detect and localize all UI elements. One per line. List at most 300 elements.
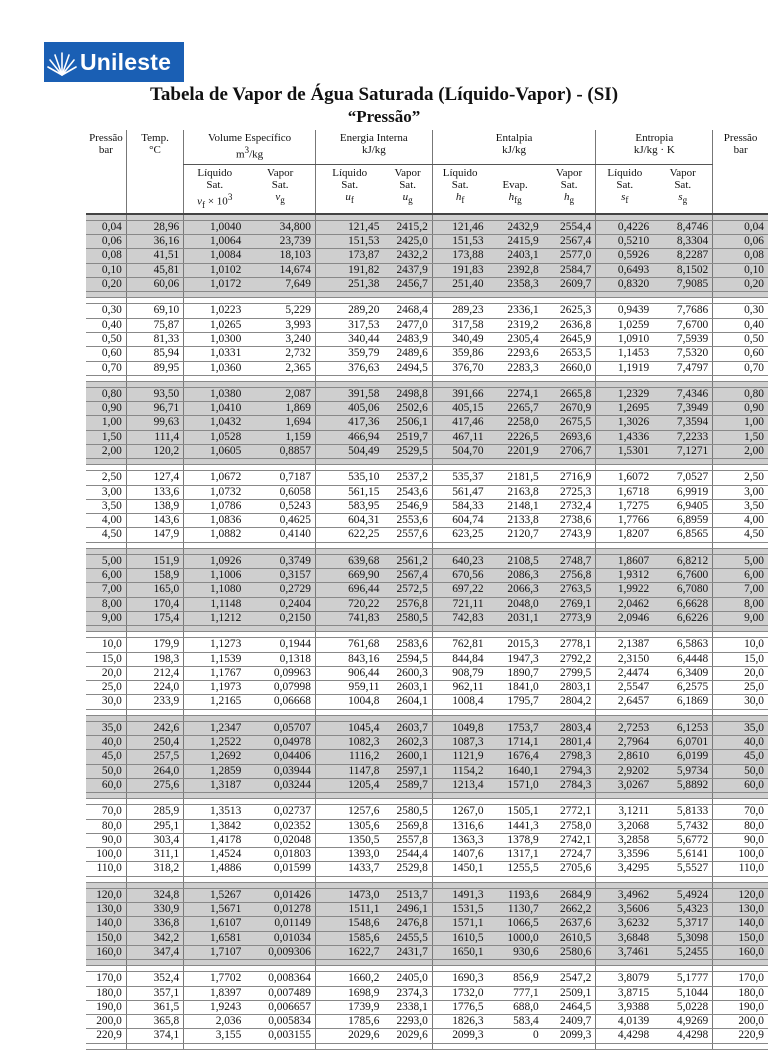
table-cell: 5,00: [86, 554, 126, 568]
table-cell: 191,83: [432, 263, 487, 277]
table-cell: 1947,3: [488, 652, 543, 666]
table-cell: 340,49: [432, 332, 487, 346]
table-cell: 6,7080: [653, 583, 713, 597]
row-group: [86, 966, 768, 1049]
table-cell: 0,3157: [245, 569, 315, 583]
table-cell: 0,60: [713, 347, 768, 361]
table-cell: 2099,3: [432, 1029, 487, 1043]
table-cell: 0,5210: [596, 235, 653, 249]
table-cell: 1193,6: [488, 888, 543, 902]
table-cell: 0,009306: [245, 945, 315, 959]
table-cell: 2547,2: [543, 972, 596, 986]
table-cell: 1,0300: [184, 332, 246, 346]
table-cell: 4,9269: [653, 1015, 713, 1029]
table-cell: 50,0: [86, 764, 126, 778]
row-group: [86, 632, 768, 715]
table-cell: 2456,7: [383, 278, 432, 292]
table-row: [86, 583, 768, 597]
table-cell: 697,22: [432, 583, 487, 597]
table-cell: 99,63: [126, 416, 183, 430]
table-cell: 2693,6: [543, 430, 596, 444]
table-cell: 0,06: [86, 235, 126, 249]
table-cell: 1316,6: [432, 819, 487, 833]
table-cell: 1795,7: [488, 695, 543, 709]
table-cell: 1,00: [86, 416, 126, 430]
table-cell: 1,0040: [184, 220, 246, 234]
table-cell: 3,240: [245, 332, 315, 346]
table-cell: 359,86: [432, 347, 487, 361]
table-row: [86, 888, 768, 902]
table-cell: 2569,8: [383, 819, 432, 833]
table-cell: 1,0910: [596, 332, 653, 346]
table-cell: 535,10: [315, 471, 383, 485]
table-cell: 959,11: [315, 681, 383, 695]
table-cell: 1,4336: [596, 430, 653, 444]
table-cell: 1,3513: [184, 805, 246, 819]
table-cell: 1739,9: [315, 1000, 383, 1014]
table-cell: 2120,7: [488, 528, 543, 542]
table-cell: 5,1044: [653, 986, 713, 1000]
table-cell: 7,2233: [653, 430, 713, 444]
table-cell: 25,0: [86, 681, 126, 695]
table-cell: 6,9405: [653, 499, 713, 513]
table-cell: 200,0: [86, 1015, 126, 1029]
table-cell: 120,2: [126, 445, 183, 459]
table-cell: 4,00: [86, 514, 126, 528]
table-cell: 0,8857: [245, 445, 315, 459]
table-cell: 6,4448: [653, 652, 713, 666]
table-row: [86, 318, 768, 332]
table-cell: 1,0259: [596, 318, 653, 332]
table-cell: 160,0: [86, 945, 126, 959]
table-row: [86, 778, 768, 792]
table-cell: 7,9085: [653, 278, 713, 292]
table-cell: 2792,2: [543, 652, 596, 666]
table-cell: 0,5926: [596, 249, 653, 263]
table-cell: 2425,0: [383, 235, 432, 249]
table-cell: 0,06668: [245, 695, 315, 709]
table-cell: 170,0: [713, 972, 768, 986]
table-row: [86, 387, 768, 401]
table-cell: 0,04406: [245, 750, 315, 764]
table-cell: 140,0: [86, 917, 126, 931]
table-cell: 2769,1: [543, 597, 596, 611]
table-cell: 2600,1: [383, 750, 432, 764]
table-cell: 20,0: [713, 666, 768, 680]
table-cell: 0,90: [713, 402, 768, 416]
table-row: [86, 278, 768, 292]
table-row: [86, 764, 768, 778]
table-cell: 1,3026: [596, 416, 653, 430]
table-cell: 2553,6: [383, 514, 432, 528]
table-cell: 10,0: [713, 638, 768, 652]
table-row: [86, 736, 768, 750]
table-cell: 2513,7: [383, 888, 432, 902]
table-cell: 1441,3: [488, 819, 543, 833]
table-cell: 1049,8: [432, 721, 487, 735]
table-cell: 36,16: [126, 235, 183, 249]
table-cell: 2015,3: [488, 638, 543, 652]
table-cell: 3,3596: [596, 848, 653, 862]
header-vg: Vapor Sat. $v_g$: [245, 165, 315, 214]
table-cell: 89,95: [126, 361, 183, 375]
table-cell: 0,005834: [245, 1015, 315, 1029]
table-cell: 1,0102: [184, 263, 246, 277]
table-cell: 347,4: [126, 945, 183, 959]
steam-table: [86, 130, 768, 1050]
table-cell: 1841,0: [488, 681, 543, 695]
table-cell: 696,44: [315, 583, 383, 597]
table-cell: 2,4474: [596, 666, 653, 680]
table-cell: 336,8: [126, 917, 183, 931]
table-cell: 45,0: [86, 750, 126, 764]
table-cell: 7,1271: [653, 445, 713, 459]
table-cell: 0,01278: [245, 903, 315, 917]
table-cell: 250,4: [126, 736, 183, 750]
table-cell: 165,0: [126, 583, 183, 597]
table-row: [86, 917, 768, 931]
table-cell: 180,0: [86, 986, 126, 1000]
table-row: [86, 304, 768, 318]
row-group: [86, 381, 768, 464]
table-row: [86, 945, 768, 959]
table-row: [86, 249, 768, 263]
table-cell: 1,6718: [596, 485, 653, 499]
table-cell: 2738,6: [543, 514, 596, 528]
table-cell: 2432,9: [488, 220, 543, 234]
table-cell: 18,103: [245, 249, 315, 263]
table-cell: 2798,3: [543, 750, 596, 764]
table-cell: 1,2692: [184, 750, 246, 764]
header-pressure-right: Pressão bar: [713, 130, 768, 214]
table-cell: 2,087: [245, 387, 315, 401]
table-cell: 2557,8: [383, 833, 432, 847]
table-cell: 2,365: [245, 361, 315, 375]
table-cell: 2567,4: [543, 235, 596, 249]
table-cell: 7,3594: [653, 416, 713, 430]
table-cell: 45,0: [713, 750, 768, 764]
table-cell: 212,4: [126, 666, 183, 680]
header-uf: Líquido Sat. $u_f$: [315, 165, 383, 214]
table-row: [86, 263, 768, 277]
table-cell: 5,229: [245, 304, 315, 318]
table-cell: 405,06: [315, 402, 383, 416]
table-cell: 0,04978: [245, 736, 315, 750]
table-cell: 2603,7: [383, 721, 432, 735]
table-cell: 6,0199: [653, 750, 713, 764]
table-cell: 6,5863: [653, 638, 713, 652]
row-group: [86, 214, 768, 298]
table-cell: 251,38: [315, 278, 383, 292]
table-cell: 1154,2: [432, 764, 487, 778]
table-cell: 1066,5: [488, 917, 543, 931]
table-cell: 2529,8: [383, 862, 432, 876]
table-cell: 417,36: [315, 416, 383, 430]
table-row: [86, 666, 768, 680]
row-group: [86, 715, 768, 798]
table-cell: 2589,7: [383, 778, 432, 792]
table-cell: 2029,6: [315, 1029, 383, 1043]
table-row: [86, 1029, 768, 1043]
table-cell: 1450,1: [432, 862, 487, 876]
table-cell: 289,23: [432, 304, 487, 318]
table-cell: 0,04: [713, 220, 768, 234]
header-hg: Vapor Sat. $h_g$: [543, 165, 596, 214]
table-cell: 584,33: [432, 499, 487, 513]
table-cell: 583,4: [488, 1015, 543, 1029]
table-cell: 2,7964: [596, 736, 653, 750]
table-cell: 583,95: [315, 499, 383, 513]
table-cell: 1,2695: [596, 402, 653, 416]
table-cell: 6,3409: [653, 666, 713, 680]
table-cell: 1087,3: [432, 736, 487, 750]
table-cell: 1,5267: [184, 888, 246, 902]
table-cell: 2778,1: [543, 638, 596, 652]
table-cell: 3,2858: [596, 833, 653, 847]
table-row: [86, 471, 768, 485]
table-cell: 504,70: [432, 445, 487, 459]
table-cell: 2,1387: [596, 638, 653, 652]
table-cell: 28,96: [126, 220, 183, 234]
table-cell: 150,0: [713, 931, 768, 945]
table-cell: 1785,6: [315, 1015, 383, 1029]
table-cell: 8,3304: [653, 235, 713, 249]
table-cell: 2561,2: [383, 554, 432, 568]
table-cell: 2580,5: [383, 611, 432, 625]
table-cell: 2163,8: [488, 485, 543, 499]
table-cell: 2724,7: [543, 848, 596, 862]
table-cell: 2803,1: [543, 681, 596, 695]
table-cell: 1305,6: [315, 819, 383, 833]
table-cell: 2086,3: [488, 569, 543, 583]
table-cell: 504,49: [315, 445, 383, 459]
table-cell: 1,5301: [596, 445, 653, 459]
table-cell: 1732,0: [432, 986, 487, 1000]
table-row: [86, 750, 768, 764]
table-cell: 2099,3: [543, 1029, 596, 1043]
table-cell: 275,6: [126, 778, 183, 792]
table-cell: 1,2165: [184, 695, 246, 709]
table-cell: 0,2729: [245, 583, 315, 597]
table-cell: 2557,6: [383, 528, 432, 542]
table-cell: 1,9312: [596, 569, 653, 583]
table-cell: 4,00: [713, 514, 768, 528]
table-cell: 376,63: [315, 361, 383, 375]
table-cell: 7,0527: [653, 471, 713, 485]
header-ug: Vapor Sat. $u_g$: [383, 165, 432, 214]
table-cell: 1407,6: [432, 848, 487, 862]
table-cell: 191,82: [315, 263, 383, 277]
table-cell: 2799,5: [543, 666, 596, 680]
table-cell: 151,9: [126, 554, 183, 568]
table-cell: 179,9: [126, 638, 183, 652]
table-cell: 0,01426: [245, 888, 315, 902]
table-cell: 220,9: [713, 1029, 768, 1043]
table-row: [86, 514, 768, 528]
table-cell: 1,0380: [184, 387, 246, 401]
header-temperature: Temp. °C: [126, 130, 183, 214]
table-cell: 5,8133: [653, 805, 713, 819]
table-cell: 1548,6: [315, 917, 383, 931]
table-cell: 2,7253: [596, 721, 653, 735]
table-cell: 405,15: [432, 402, 487, 416]
table-cell: 1690,3: [432, 972, 487, 986]
table-row: [86, 695, 768, 709]
table-cell: 0,05707: [245, 721, 315, 735]
table-cell: 604,74: [432, 514, 487, 528]
table-cell: 2748,7: [543, 554, 596, 568]
table-cell: 1491,3: [432, 888, 487, 902]
table-cell: 1257,6: [315, 805, 383, 819]
table-cell: 1,1212: [184, 611, 246, 625]
table-cell: 0,9439: [596, 304, 653, 318]
table-cell: 1,0926: [184, 554, 246, 568]
table-cell: 5,6141: [653, 848, 713, 862]
table-cell: 0,10: [86, 263, 126, 277]
table-cell: 5,3717: [653, 917, 713, 931]
table-cell: 35,0: [713, 721, 768, 735]
table-cell: 2543,6: [383, 485, 432, 499]
table-cell: 150,0: [86, 931, 126, 945]
table-cell: 138,9: [126, 499, 183, 513]
table-cell: 289,20: [315, 304, 383, 318]
table-cell: 1,7702: [184, 972, 246, 986]
table-cell: 6,7600: [653, 569, 713, 583]
table-cell: 295,1: [126, 819, 183, 833]
table-row: [86, 931, 768, 945]
table-cell: 2258,0: [488, 416, 543, 430]
table-cell: 130,0: [86, 903, 126, 917]
table-cell: 233,9: [126, 695, 183, 709]
table-cell: 604,31: [315, 514, 383, 528]
table-cell: 5,7432: [653, 819, 713, 833]
table-cell: 2403,1: [488, 249, 543, 263]
table-row: [86, 402, 768, 416]
table-cell: 2494,5: [383, 361, 432, 375]
table-cell: 1826,3: [432, 1015, 487, 1029]
table-row: [86, 848, 768, 862]
table-cell: 2609,7: [543, 278, 596, 292]
table-cell: 1,1973: [184, 681, 246, 695]
table-cell: 2,9202: [596, 764, 653, 778]
table-cell: 170,0: [86, 972, 126, 986]
table-cell: 190,0: [86, 1000, 126, 1014]
table-cell: 30,0: [86, 695, 126, 709]
table-cell: 1,1006: [184, 569, 246, 583]
table-cell: 8,00: [86, 597, 126, 611]
table-cell: 0,4625: [245, 514, 315, 528]
table-cell: 561,15: [315, 485, 383, 499]
table-cell: 623,25: [432, 528, 487, 542]
table-cell: 7,00: [86, 583, 126, 597]
table-row: [86, 972, 768, 986]
table-cell: 85,94: [126, 347, 183, 361]
table-cell: 0,90: [86, 402, 126, 416]
table-cell: 3,4295: [596, 862, 653, 876]
table-cell: 2,50: [713, 471, 768, 485]
table-cell: 376,70: [432, 361, 487, 375]
table-cell: 2794,3: [543, 764, 596, 778]
table-cell: 365,8: [126, 1015, 183, 1029]
table-cell: 5,3098: [653, 931, 713, 945]
table-cell: 120,0: [713, 888, 768, 902]
table-cell: 5,2455: [653, 945, 713, 959]
table-cell: 2468,4: [383, 304, 432, 318]
table-cell: 2,3150: [596, 652, 653, 666]
table-cell: 2653,5: [543, 347, 596, 361]
table-cell: 361,5: [126, 1000, 183, 1014]
table-cell: 81,33: [126, 332, 183, 346]
table-cell: 0,4226: [596, 220, 653, 234]
header-sg: Vapor Sat. $s_g$: [653, 165, 713, 214]
table-cell: 93,50: [126, 387, 183, 401]
table-row: [86, 611, 768, 625]
table-cell: 1,869: [245, 402, 315, 416]
table-cell: 2772,1: [543, 805, 596, 819]
table-cell: 2489,6: [383, 347, 432, 361]
table-row: [86, 485, 768, 499]
table-cell: 7,5939: [653, 332, 713, 346]
table-cell: 1511,1: [315, 903, 383, 917]
table-cell: 6,2575: [653, 681, 713, 695]
table-cell: 3,00: [713, 485, 768, 499]
table-cell: 1650,1: [432, 945, 487, 959]
table-cell: 2409,7: [543, 1015, 596, 1029]
table-cell: 639,68: [315, 554, 383, 568]
table-cell: 0,07998: [245, 681, 315, 695]
table-cell: 2201,9: [488, 445, 543, 459]
table-cell: 173,87: [315, 249, 383, 263]
table-cell: 2,732: [245, 347, 315, 361]
table-cell: 110,0: [713, 862, 768, 876]
table-cell: 147,9: [126, 528, 183, 542]
table-cell: 2274,1: [488, 387, 543, 401]
table-cell: 2464,5: [543, 1000, 596, 1014]
table-cell: 0,04: [86, 220, 126, 234]
table-cell: 0,003155: [245, 1029, 315, 1043]
table-cell: 1,0360: [184, 361, 246, 375]
table-cell: 1267,0: [432, 805, 487, 819]
table-cell: 1714,1: [488, 736, 543, 750]
table-cell: 8,2287: [653, 249, 713, 263]
header-hf: Líquido Sat. $h_f$: [432, 165, 487, 214]
table-cell: 0,01149: [245, 917, 315, 931]
table-cell: 2319,2: [488, 318, 543, 332]
table-cell: 1205,4: [315, 778, 383, 792]
table-cell: 2496,1: [383, 903, 432, 917]
table-cell: 2600,3: [383, 666, 432, 680]
table-cell: 0,008364: [245, 972, 315, 986]
table-cell: 1,9922: [596, 583, 653, 597]
table-cell: 0,4140: [245, 528, 315, 542]
table-row: [86, 652, 768, 666]
table-cell: 5,1777: [653, 972, 713, 986]
table-cell: 1,159: [245, 430, 315, 444]
table-cell: 3,8079: [596, 972, 653, 986]
table-cell: 200,0: [713, 1015, 768, 1029]
table-cell: 5,5527: [653, 862, 713, 876]
header-group-enthalpy: Entalpia kJ/kg: [432, 130, 596, 165]
table-cell: 2108,5: [488, 554, 543, 568]
table-cell: 1,2347: [184, 721, 246, 735]
table-cell: 143,6: [126, 514, 183, 528]
table-cell: 2732,4: [543, 499, 596, 513]
table-cell: 0,02048: [245, 833, 315, 847]
table-cell: 762,81: [432, 638, 487, 652]
table-cell: 9,00: [86, 611, 126, 625]
table-cell: 2583,6: [383, 638, 432, 652]
table-cell: 0,2150: [245, 611, 315, 625]
